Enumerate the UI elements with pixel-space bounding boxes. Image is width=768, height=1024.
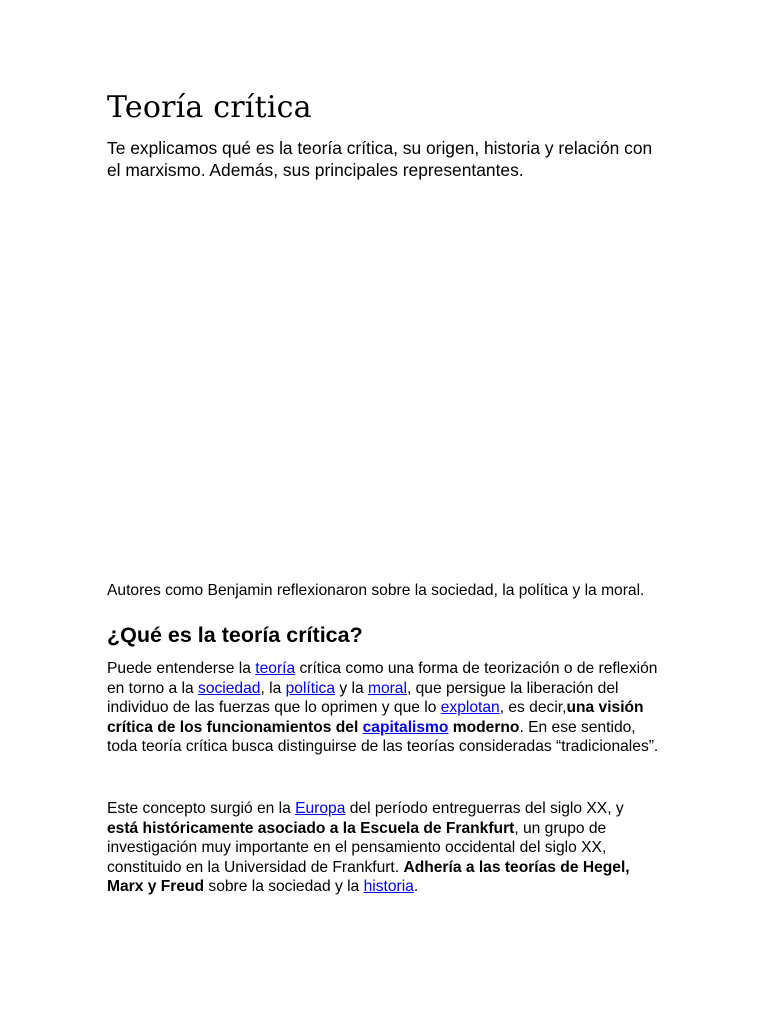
paragraph-definition — [107, 659, 659, 757]
text-run: , es decir, — [499, 699, 567, 716]
paragraph-origin — [107, 799, 659, 897]
text-run: crítica como una forma de teorización o de reflexión en torno a la — [107, 660, 658, 697]
article-lead: Te explicamos qué es la teoría crítica, su origen, historia y relación con el marxismo. Además, sus principales representantes. — [107, 138, 653, 180]
text-run: Este concepto surgió en la — [107, 800, 296, 817]
text-run: , la — [260, 679, 286, 697]
link-moral[interactable]: moral — [367, 679, 407, 697]
text-run: y la — [335, 679, 368, 697]
link-historia[interactable]: historia — [363, 878, 414, 895]
text-run: . — [413, 878, 419, 895]
image-caption: Autores como Benjamin reflexionaron sobre la sociedad, la política y la moral. — [107, 582, 645, 599]
bold-text: moderno — [448, 718, 520, 736]
text-run: , un grupo de investigación muy importante en el pensamiento occidental del siglo XX, constituido en la Universidad de Frankfurt. — [107, 819, 607, 876]
section-heading: ¿Qué es la teoría crítica? — [107, 623, 363, 647]
link-explotan[interactable]: explotan — [440, 699, 500, 716]
bold-text: una visión crítica de los funcionamientos del — [107, 699, 644, 736]
bold-text: Adhería a las teorías de Hegel, Marx y Freud — [107, 858, 630, 895]
text-run: . En ese sentido, toda teoría crítica busca distinguirse de las teorías consideradas “tradicionales”. — [107, 718, 659, 755]
text-run: sobre la sociedad y la — [204, 878, 364, 895]
link-politica[interactable]: política — [285, 679, 336, 697]
link-capitalismo[interactable]: capitalismo — [362, 718, 449, 736]
page-title: Teoría crítica — [107, 90, 312, 125]
link-europa[interactable]: Europa — [295, 800, 346, 817]
text-run: del período entreguerras del siglo XX, y — [345, 800, 624, 817]
text-run: Puede entenderse la — [107, 660, 256, 677]
link-teoria[interactable]: teoría — [255, 660, 296, 677]
text-run: , que persigue la liberación del individuo de las fuerzas que lo oprimen y que lo — [107, 679, 619, 716]
bold-text: está históricamente asociado a la Escuela de Frankfurt — [107, 819, 515, 837]
link-sociedad[interactable]: sociedad — [198, 679, 261, 697]
